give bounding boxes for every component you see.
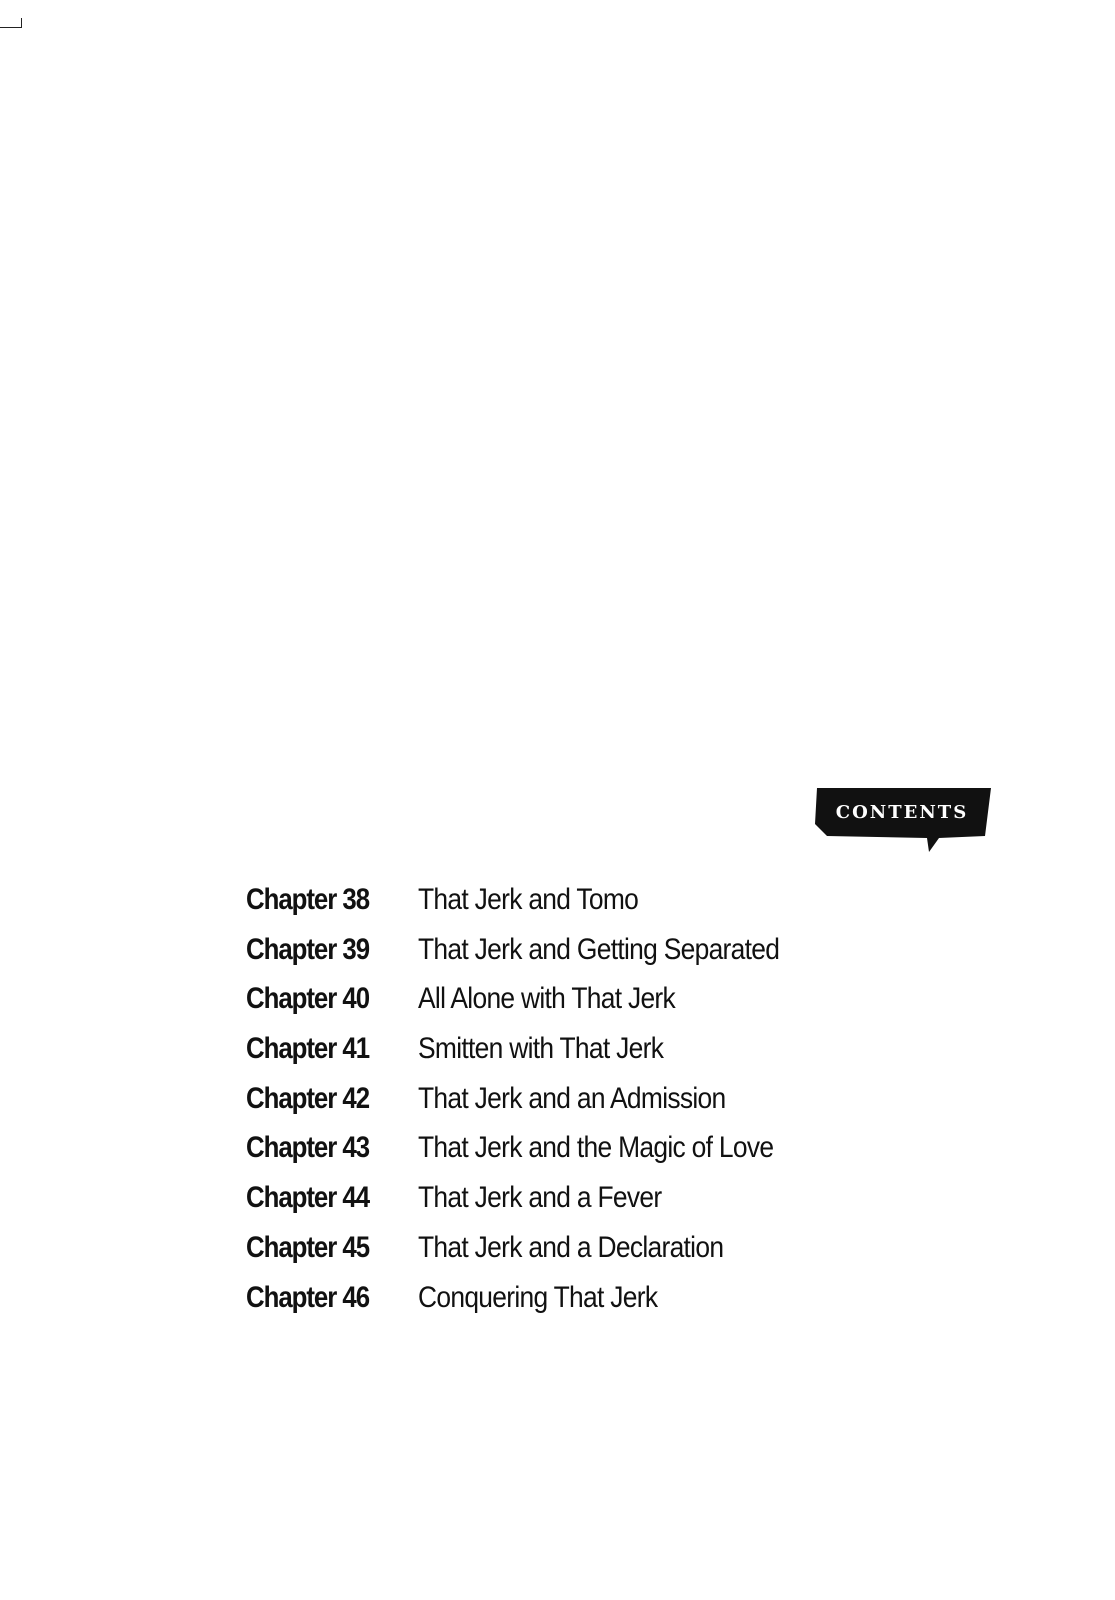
chapter-number: Chapter 42: [246, 1081, 370, 1115]
chapter-number: Chapter 40: [246, 982, 370, 1016]
chapter-title: Conquering That Jerk: [418, 1280, 658, 1314]
chapter-title: That Jerk and a Fever: [418, 1181, 662, 1215]
toc-entry[interactable]: [246, 1077, 866, 1127]
toc-entry[interactable]: [246, 1276, 866, 1326]
chapter-number: Chapter 45: [246, 1230, 370, 1264]
chapter-number: Chapter 41: [246, 1032, 370, 1066]
toc-entry[interactable]: [246, 1226, 866, 1276]
chapter-number: Chapter 38: [246, 883, 370, 916]
toc-entry[interactable]: [246, 928, 866, 978]
chapter-title: That Jerk and the Magic of Love: [418, 1131, 774, 1165]
toc-entry[interactable]: [246, 1176, 866, 1226]
contents-badge: [815, 788, 991, 856]
chapter-title: That Jerk and an Admission: [418, 1081, 726, 1115]
chapter-number: Chapter 46: [246, 1280, 370, 1314]
toc-entry[interactable]: [246, 1126, 866, 1176]
chapter-number: Chapter 44: [246, 1181, 370, 1215]
chapter-title: That Jerk and Getting Separated: [418, 932, 780, 966]
chapter-title: Smitten with That Jerk: [418, 1032, 664, 1066]
chapter-title: That Jerk and Tomo: [418, 883, 639, 916]
chapter-number: Chapter 39: [246, 932, 370, 966]
chapter-title: That Jerk and a Declaration: [418, 1230, 724, 1264]
toc-entry[interactable]: [246, 878, 866, 928]
chapter-title: All Alone with That Jerk: [418, 982, 676, 1016]
table-of-contents: [246, 878, 866, 1325]
chapter-number: Chapter 43: [246, 1131, 370, 1165]
toc-entry[interactable]: [246, 1027, 866, 1077]
contents-heading: CONTENTS: [835, 802, 969, 823]
toc-entry[interactable]: [246, 977, 866, 1027]
crop-mark: [0, 18, 22, 28]
